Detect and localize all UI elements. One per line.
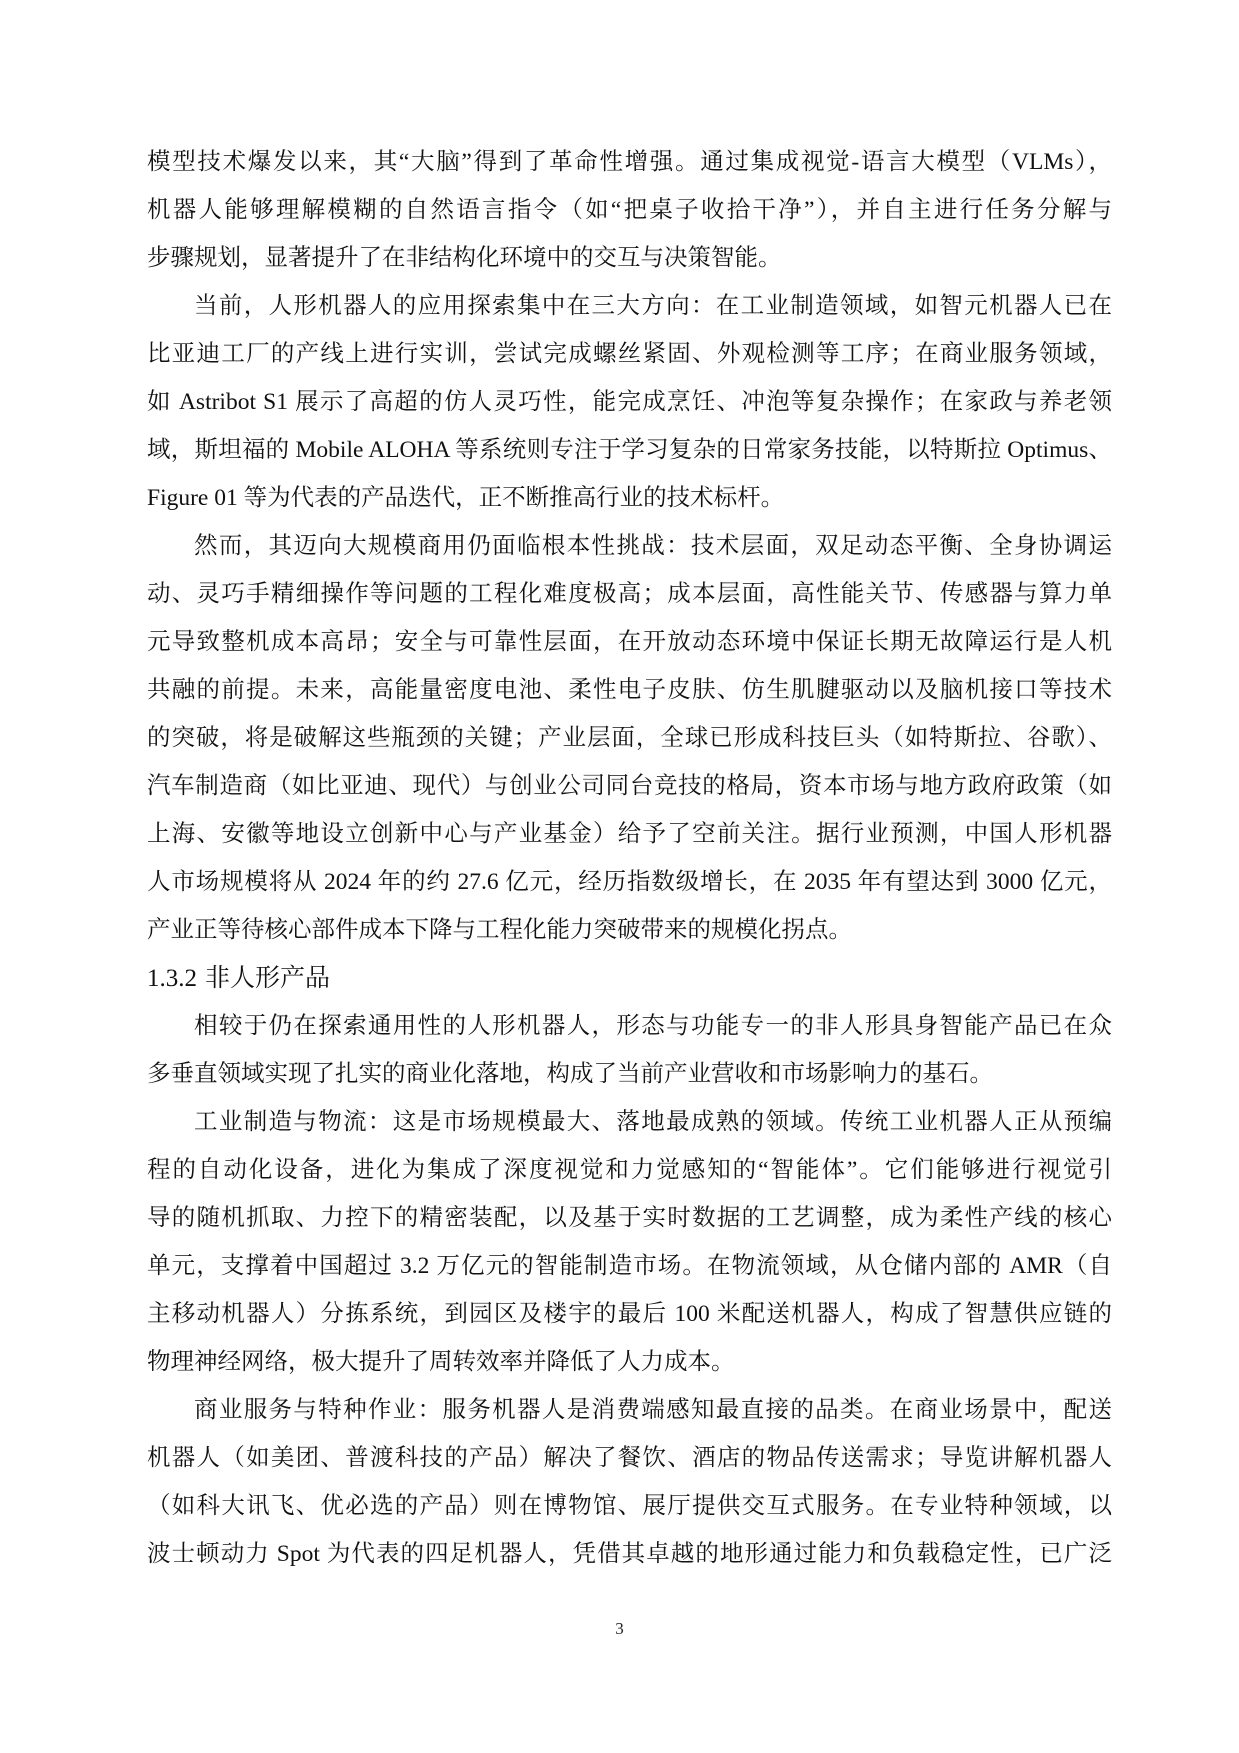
text-line: 机器人（如美团、普渡科技的产品）解决了餐饮、酒店的物品传送需求；导览讲解机器人 bbox=[147, 1445, 1112, 1471]
text-line: 工业制造与物流：这是市场规模最大、落地最成熟的领域。传统工业机器人正从预编 bbox=[194, 1109, 1112, 1135]
text-line: 商业服务与特种作业：服务机器人是消费端感知最直接的品类。在商业场景中，配送 bbox=[194, 1397, 1112, 1423]
text-line: 域，斯坦福的 Mobile ALOHA 等系统则专注于学习复杂的日常家务技能，以特斯拉 Optimus、 bbox=[147, 437, 1112, 463]
text-line: 导的随机抓取、力控下的精密装配，以及基于实时数据的工艺调整，成为柔性产线的核心 bbox=[147, 1205, 1112, 1231]
text-line: 程的自动化设备，进化为集成了深度视觉和力觉感知的“智能体”。它们能够进行视觉引 bbox=[147, 1157, 1112, 1183]
text-line: 多垂直领域实现了扎实的商业化落地，构成了当前产业营收和市场影响力的基石。 bbox=[147, 1061, 993, 1087]
text-line: 波士顿动力 Spot 为代表的四足机器人，凭借其卓越的地形通过能力和负载稳定性，已广泛 bbox=[147, 1541, 1112, 1567]
text-line: 的突破，将是破解这些瓶颈的关键；产业层面，全球已形成科技巨头（如特斯拉、谷歌）、 bbox=[147, 725, 1112, 751]
section-heading bbox=[147, 954, 1112, 1002]
page-number: 3 bbox=[615, 1619, 624, 1638]
text-line: 主移动机器人）分拣系统，到园区及楼宇的最后 100 米配送机器人，构成了智慧供应链的 bbox=[147, 1301, 1112, 1327]
text-line: 共融的前提。未来，高能量密度电池、柔性电子皮肤、仿生肌腱驱动以及脑机接口等技术 bbox=[147, 677, 1112, 703]
text-line: 机器人能够理解模糊的自然语言指令（如“把桌子收拾干净”），并自主进行任务分解与 bbox=[147, 197, 1112, 223]
text-line: Figure 01 等为代表的产品迭代，正不断推高行业的技术标杆。 bbox=[147, 485, 785, 511]
text-line: 动、灵巧手精细操作等问题的工程化难度极高；成本层面，高性能关节、传感器与算力单 bbox=[147, 581, 1112, 607]
text-line: 产业正等待核心部件成本下降与工程化能力突破带来的规模化拐点。 bbox=[147, 917, 852, 943]
text-line: 汽车制造商（如比亚迪、现代）与创业公司同台竞技的格局，资本市场与地方政府政策（如 bbox=[147, 773, 1112, 799]
text-line: 物理神经网络，极大提升了周转效率并降低了人力成本。 bbox=[147, 1349, 735, 1375]
text-line: 元导致整机成本高昂；安全与可靠性层面，在开放动态环境中保证长期无故障运行是人机 bbox=[147, 629, 1112, 655]
section-number: 1.3.2 bbox=[147, 965, 197, 992]
text-line: 模型技术爆发以来，其“大脑”得到了革命性增强。通过集成视觉-语言大模型（VLMs）， bbox=[147, 149, 1112, 175]
text-line: 当前，人形机器人的应用探索集中在三大方向：在工业制造领域，如智元机器人已在 bbox=[194, 293, 1112, 319]
text-line: 如 Astribot S1 展示了高超的仿人灵巧性，能完成烹饪、冲泡等复杂操作；在家政与养老领 bbox=[147, 389, 1112, 415]
text-line: 人市场规模将从 2024 年的约 27.6 亿元，经历指数级增长，在 2035 年有望达到 3000 亿元， bbox=[147, 869, 1112, 895]
text-line: 相较于仍在探索通用性的人形机器人，形态与功能专一的非人形具身智能产品已在众 bbox=[194, 1013, 1112, 1039]
text-line: 然而，其迈向大规模商用仍面临根本性挑战：技术层面，双足动态平衡、全身协调运 bbox=[194, 533, 1112, 559]
section-title: 非人形产品 bbox=[205, 964, 331, 992]
text-line: 比亚迪工厂的产线上进行实训，尝试完成螺丝紧固、外观检测等工序；在商业服务领域， bbox=[147, 341, 1112, 367]
text-line: 单元，支撑着中国超过 3.2 万亿元的智能制造市场。在物流领域，从仓储内部的 AMR（自 bbox=[147, 1253, 1112, 1279]
text-line: 上海、安徽等地设立创新中心与产业基金）给予了空前关注。据行业预测，中国人形机器 bbox=[147, 821, 1112, 847]
body-text bbox=[147, 138, 1112, 1578]
text-line: （如科大讯飞、优必选的产品）则在博物馆、展厅提供交互式服务。在专业特种领域，以 bbox=[147, 1493, 1112, 1519]
text-line: 步骤规划，显著提升了在非结构化环境中的交互与决策智能。 bbox=[147, 245, 782, 271]
